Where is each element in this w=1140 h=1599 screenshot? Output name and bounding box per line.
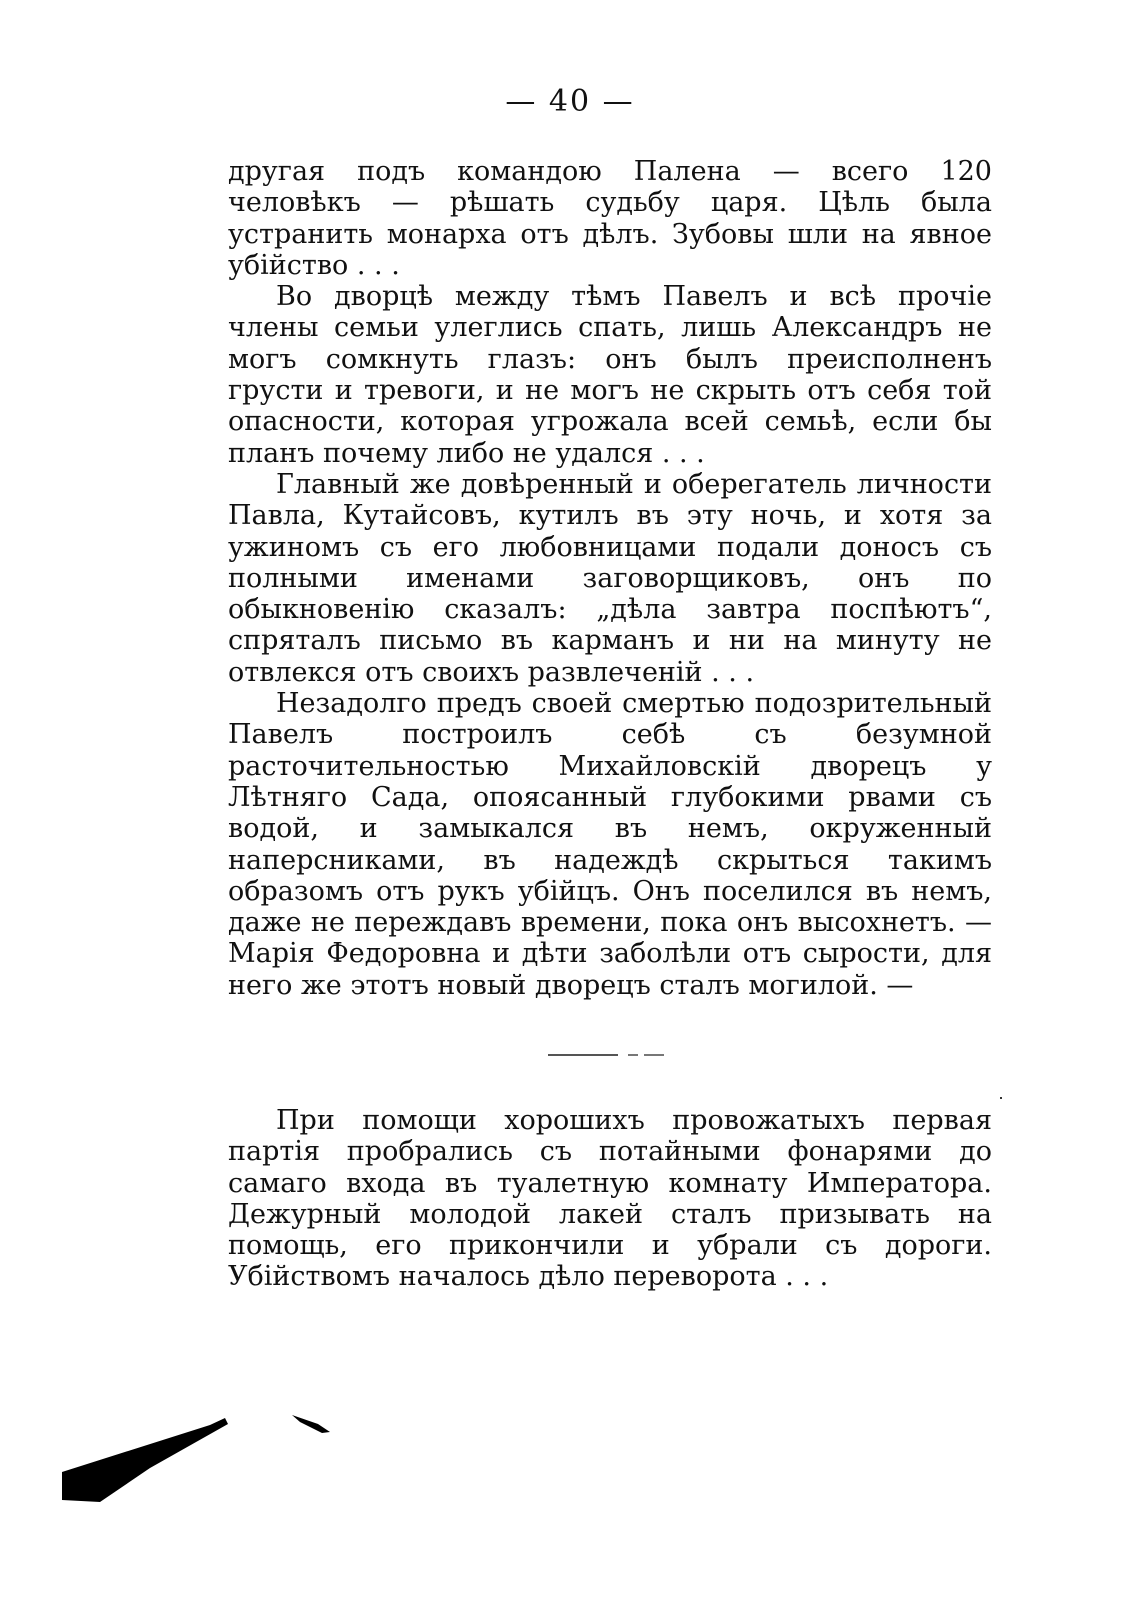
page-number: — 40 — [505,84,635,119]
paragraph: Незадолго предъ своей смертью подозрительный Павелъ построилъ себѣ съ безумной расточительностью Михайловскій дворецъ у Лѣтняго Сада, опоясанный глубокими рвами съ водой, и замыкался въ немъ, окруженный наперсниками, въ надеждѣ скрыться такимъ образомъ отъ рукъ убійцъ. Онъ поселился въ немъ, даже не переждавъ времени, пока онъ высохнетъ. — Марія Федоровна и дѣти заболѣли отъ сырости, для него же этотъ новый дворецъ сталъ могилой. — [228,688,992,1001]
secondary-text-block [228,1105,992,1293]
main-text-block [228,156,992,1001]
paragraph: Во дворцѣ между тѣмъ Павелъ и всѣ прочіе члены семьи улеглись спать, лишь Александръ не могъ сомкнуть глазъ: онъ былъ преисполненъ грусти и тревоги, и не могъ не скрыть отъ себя той опасности, которая угрожала всей семьѣ, если бы планъ почему либо не удался . . . [228,281,992,469]
paragraph: другая подъ командою Палена — всего 120 человѣкъ — рѣшать судьбу царя. Цѣль была устранить монарха отъ дѣлъ. Зубовы шли на явное убійство . . . [228,156,992,281]
paragraph: Главный же довѣренный и оберегатель личности Павла, Кутайсовъ, кутилъ въ эту ночь, и хотя за ужиномъ съ его любовницами подали доносъ съ полными именами заговорщиковъ, онъ по обыкновенію сказалъ: „дѣла завтра поспѣютъ“, спряталъ письмо въ карманъ и ни на минуту не отвлекся отъ своихъ развлеченій . . . [228,468,992,688]
section-divider [548,1052,668,1058]
paragraph: При помощи хорошихъ провожатыхъ первая партія пробрались съ потайными фонарями до самаго входа въ туалетную комнату Императора. Дежурный молодой лакей сталъ призывать на помощь, его прикончили и убрали съ дороги. Убійствомъ началось дѣло переворота . . . [228,1105,992,1293]
